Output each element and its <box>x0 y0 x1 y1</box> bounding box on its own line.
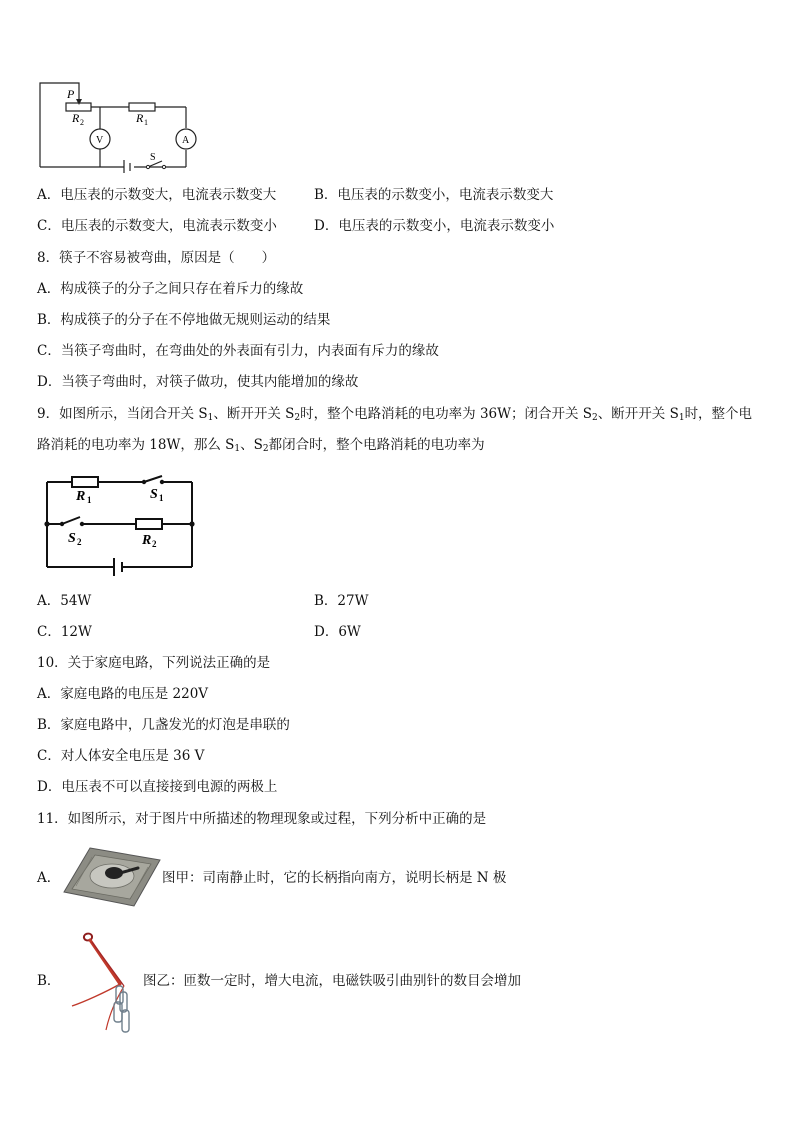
q9-option-b: B．27W <box>314 593 369 609</box>
q8-option-d: D．当筷子弯曲时，对筷子做功，使其内能增加的缘故 <box>37 374 359 390</box>
q7-option-b: B．电压表的示数变小，电流表示数变大 <box>314 187 554 203</box>
q9-label-r1: R <box>76 489 86 504</box>
q11-stem: 11．如图所示，对于图片中所描述的物理现象或过程，下列分析中正确的是 <box>37 811 487 827</box>
q9-label-s2: S <box>68 531 76 546</box>
q10-stem: 10．关于家庭电路，下列说法正确的是 <box>37 655 271 671</box>
q7-option-d: D．电压表的示数变小，电流表示数变小 <box>314 218 555 234</box>
q11-sinan-compass-image <box>62 846 162 908</box>
q7-label-r1-sub: 1 <box>144 118 148 127</box>
q7-label-r2-sub: 2 <box>80 118 84 127</box>
q10-option-b: B．家庭电路中，几盏发光的灯泡是串联的 <box>37 717 290 733</box>
q7-label-p: P <box>67 87 75 101</box>
q9-label-r2-sub: 2 <box>152 539 157 549</box>
q9-option-d: D．6W <box>314 624 361 640</box>
q10-option-d: D．电压表不可以直接接到电源的两极上 <box>37 779 278 795</box>
q9-stem-line2: 路消耗的电功率为 18W，那么 $S_1$、$S_2$都闭合时，整个电路消耗的电功率为 <box>37 437 485 454</box>
q8-option-c: C．当筷子弯曲时，在弯曲处的外表面有引力，内表面有斥力的缘故 <box>37 343 439 359</box>
q9-label-r2: R <box>142 533 152 548</box>
q9-circuit-diagram <box>40 474 200 580</box>
q11-option-b-label: B． <box>37 973 61 989</box>
q9-label-s2-sub: 2 <box>77 537 82 547</box>
q8-option-a: A．构成筷子的分子之间只存在着斥力的缘故 <box>37 281 304 297</box>
q9-label-r1-sub: 1 <box>87 495 92 505</box>
q11-option-a-label: A． <box>37 870 61 886</box>
q7-label-r1: R <box>136 111 144 125</box>
q7-label-r2: R <box>72 111 80 125</box>
q8-option-b: B．构成筷子的分子在不停地做无规则运动的结果 <box>37 312 331 328</box>
q11-electromagnet-paperclips-image <box>70 930 140 1038</box>
q7-switch-label: S <box>150 152 156 163</box>
q10-option-c: C．对人体安全电压是 36 V <box>37 748 205 764</box>
q7-option-a: A．电压表的示数变大，电流表示数变大 <box>37 187 277 203</box>
q11-option-a-text: 图甲：司南静止时，它的长柄指向南方，说明长柄是 N 极 <box>162 870 507 886</box>
q7-option-c: C．电压表的示数变大，电流表示数变小 <box>37 218 277 234</box>
q9-label-s1: S <box>150 487 158 502</box>
q7-circuit-diagram <box>34 78 204 173</box>
q11-option-b-text: 图乙：匝数一定时，增大电流，电磁铁吸引曲别针的数目会增加 <box>143 973 521 989</box>
q9-option-c: C．12W <box>37 624 92 640</box>
q7-ammeter-label: A <box>182 135 190 146</box>
q8-stem: 8．筷子不容易被弯曲，原因是（ ） <box>37 250 276 266</box>
q9-label-s1-sub: 1 <box>159 493 164 503</box>
q9-option-a: A．54W <box>37 593 92 609</box>
q7-voltmeter-label: V <box>96 135 104 146</box>
q10-option-a: A．家庭电路的电压是 220V <box>37 686 209 702</box>
q9-stem-line1: 9．如图所示，当闭合开关 $S_1$、断开开关 $S_2$时，整个电路消耗的电功率为 36W；闭合开关 $S_2$、断开开关 $S_1$时，整个电 <box>37 406 753 423</box>
